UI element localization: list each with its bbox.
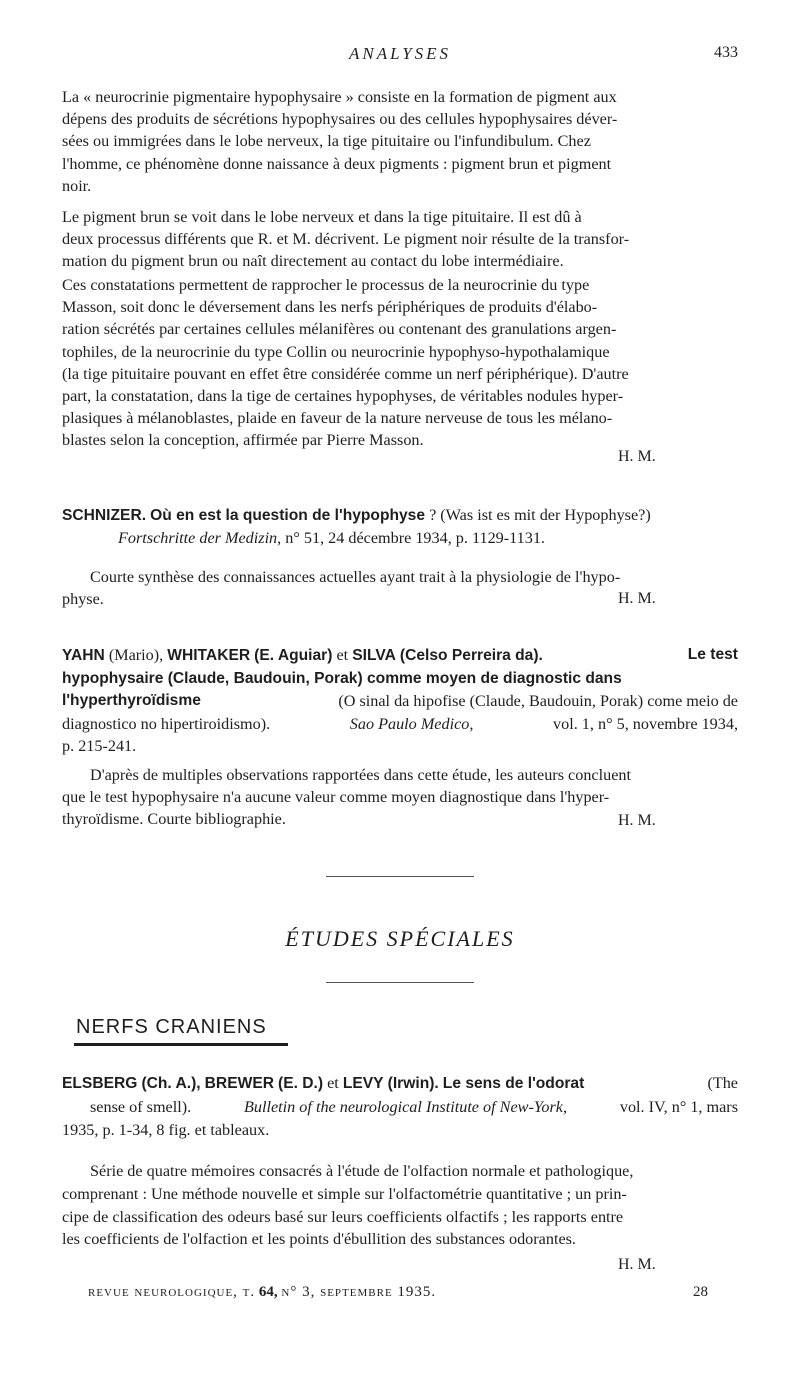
- conjunction: et: [327, 1074, 339, 1092]
- sheet-number: 28: [693, 1284, 708, 1300]
- footer-volume: 64,: [258, 1284, 278, 1300]
- reference-schnizer: [62, 504, 738, 550]
- author-name: BREWER: [204, 1075, 274, 1092]
- author-first: (E. D.): [278, 1075, 324, 1092]
- text-line: blastes selon la conception, affirmée par Pierre Masson.: [62, 431, 424, 450]
- summary-schnizer: [62, 566, 738, 588]
- page-footer: [88, 1284, 708, 1301]
- publication-details: vol. 1, n° 5, novembre 1934,: [553, 714, 738, 733]
- abstract-paragraph-3: [62, 274, 738, 452]
- reference-line: [62, 713, 738, 736]
- publication-details: n° 51, 24 décembre 1934, p. 1129-1131.: [285, 529, 545, 548]
- text-line: mation du pigment brun ou naît directement au contact du lobe intermédiaire.: [62, 252, 564, 271]
- conjunction: et: [336, 646, 349, 664]
- author-first: (E. Aguiar): [254, 647, 333, 664]
- text-line: Masson, soit donc le déversement dans les nerfs périphériques de produits d'élabo-: [62, 298, 598, 317]
- reference-heading-line: [62, 1072, 738, 1096]
- running-head: [62, 44, 738, 74]
- section-title: ÉTUDES SPÉCIALES: [285, 926, 515, 951]
- author-name: ELSBERG: [62, 1075, 138, 1092]
- article-title: Le test: [687, 646, 738, 663]
- text-line: les coefficients de l'olfaction et les points d'ébullition des substances odorantes.: [62, 1230, 576, 1249]
- text-line: physe.: [62, 590, 104, 608]
- original-title: diagnostico no hipertiroidismo).: [62, 714, 271, 733]
- reference-elsberg: [62, 1072, 738, 1141]
- article-title: hypophysaire (Claude, Baudouin, Porak) comme moyen de diagnostic dans: [62, 669, 622, 687]
- text-line: cipe de classification des odeurs basé sur leurs coefficients olfactifs ; les rapports entre: [62, 1207, 624, 1226]
- text-line: part, la constatation, dans la tige de certaines hypophyses, de véritables nodules hyper-: [62, 387, 624, 406]
- text-line: Le pigment brun se voit dans le lobe nerveux et dans la tige pituitaire. Il est dû à: [62, 208, 582, 226]
- signature: H. M.: [618, 448, 656, 465]
- subsection-title: NERFS CRANIENS: [76, 1016, 267, 1038]
- publication-details: p. 215-241.: [62, 737, 137, 756]
- text-line: thyroïdisme. Courte bibliographie.: [62, 810, 286, 829]
- reference-heading: [62, 504, 738, 527]
- divider-rule: [326, 982, 474, 983]
- footer-issue: n° 3, septembre 1935.: [281, 1284, 437, 1300]
- running-title: ANALYSES: [348, 44, 452, 63]
- text-line: plasiques à mélanoblastes, plaide en faveur de la nature nerveuse de tous les mélano-: [62, 409, 613, 428]
- text-line: (la tige pituitaire pouvant en effet être considérée comme un nerf périphérique). D'autre: [62, 364, 629, 383]
- summary-elsberg: [62, 1160, 738, 1251]
- divider-rule: [326, 876, 474, 877]
- text-line: Ces constatations permettent de rapprocher le processus de la neurocrinie du type: [62, 276, 590, 294]
- journal-name: Fortschritte der Medizin,: [118, 529, 282, 548]
- text-line: que le test hypophysaire n'a aucune valeur comme moyen diagnostique dans l'hyper-: [62, 788, 610, 807]
- page-number: 433: [714, 44, 738, 61]
- author-name: YAHN: [62, 647, 105, 664]
- original-title: (The: [707, 1074, 738, 1092]
- author-first: (Mario),: [108, 646, 164, 664]
- text-line: D'après de multiples observations rapportées dans cette étude, les auteurs concluent: [90, 766, 631, 784]
- author-name: WHITAKER: [167, 647, 251, 664]
- text-line: l'homme, ce phénomène donne naissance à deux pigments : pigment brun et pigment: [62, 154, 612, 173]
- signature: H. M.: [618, 1256, 656, 1273]
- reference-heading-line: [62, 644, 738, 668]
- signature: H. M.: [618, 812, 656, 829]
- abstract-paragraph-2: [62, 206, 738, 273]
- text-line: Série de quatre mémoires consacrés à l'étude de l'olfaction normale et pathologique,: [90, 1162, 634, 1180]
- text-line: noir.: [62, 176, 92, 195]
- signature: H. M.: [618, 590, 656, 607]
- original-title: (O sinal da hipofise (Claude, Baudouin, Porak) come meio de: [338, 692, 738, 711]
- author-first: (Celso Perreira da).: [399, 647, 543, 664]
- article-title: Le sens de l'odorat: [442, 1075, 585, 1092]
- text-line: Courte synthèse des connaissances actuelles ayant trait à la physiologie de l'hypo-: [90, 568, 621, 586]
- text-line: dépens des produits de sécrétions hypophysaires ou des cellules hypophysaires déver-: [62, 110, 618, 129]
- subsection-underline: [74, 1043, 288, 1046]
- author-name: SILVA: [352, 647, 396, 664]
- footer-journal: revue neurologique, t.: [88, 1284, 256, 1300]
- author-first: (Ch. A.),: [141, 1075, 201, 1092]
- publication-details: 1935, p. 1-34, 8 fig. et tableaux.: [62, 1120, 270, 1139]
- abstract-paragraph-1: [62, 86, 738, 197]
- text-line: deux processus différents que R. et M. décrivent. Le pigment noir résulte de la transfor-: [62, 230, 630, 249]
- original-title: ? (Was ist es mit der Hypophyse?): [429, 506, 651, 524]
- article-title: l'hyperthyroïdisme: [62, 692, 201, 710]
- text-line: ration sécrétés par certaines cellules mélanifères ou contenant des granulations argen-: [62, 320, 617, 339]
- author-name: SCHNIZER.: [62, 507, 147, 524]
- text-line: tophiles, de la neurocrinie du type Collin ou neurocrinie hypophyso-hypothalamique: [62, 342, 610, 361]
- author-first: (Irwin).: [387, 1075, 439, 1092]
- text-line: sées ou immigrées dans le lobe nerveux, la tige pituitaire ou l'infundibulum. Chez: [62, 132, 591, 151]
- journal-name: Sao Paulo Medico,: [349, 714, 474, 733]
- author-name: LEVY: [342, 1075, 384, 1092]
- reference-line: [62, 1096, 738, 1119]
- text-line: La « neurocrinie pigmentaire hypophysaire » consiste en la formation de pigment aux: [62, 88, 617, 106]
- reference-yahn: [62, 644, 738, 758]
- text-line: comprenant : Une méthode nouvelle et simple sur l'olfactométrie quantitative ; un prin-: [62, 1184, 627, 1203]
- original-title: sense of smell).: [90, 1097, 192, 1116]
- publication-details: vol. IV, n° 1, mars: [619, 1097, 738, 1116]
- reference-line: [62, 690, 738, 713]
- article-title: Où en est la question de l'hypophyse: [150, 507, 426, 524]
- journal-name: Bulletin of the neurological Institute of New-York,: [244, 1097, 567, 1116]
- reference-source: [62, 527, 738, 549]
